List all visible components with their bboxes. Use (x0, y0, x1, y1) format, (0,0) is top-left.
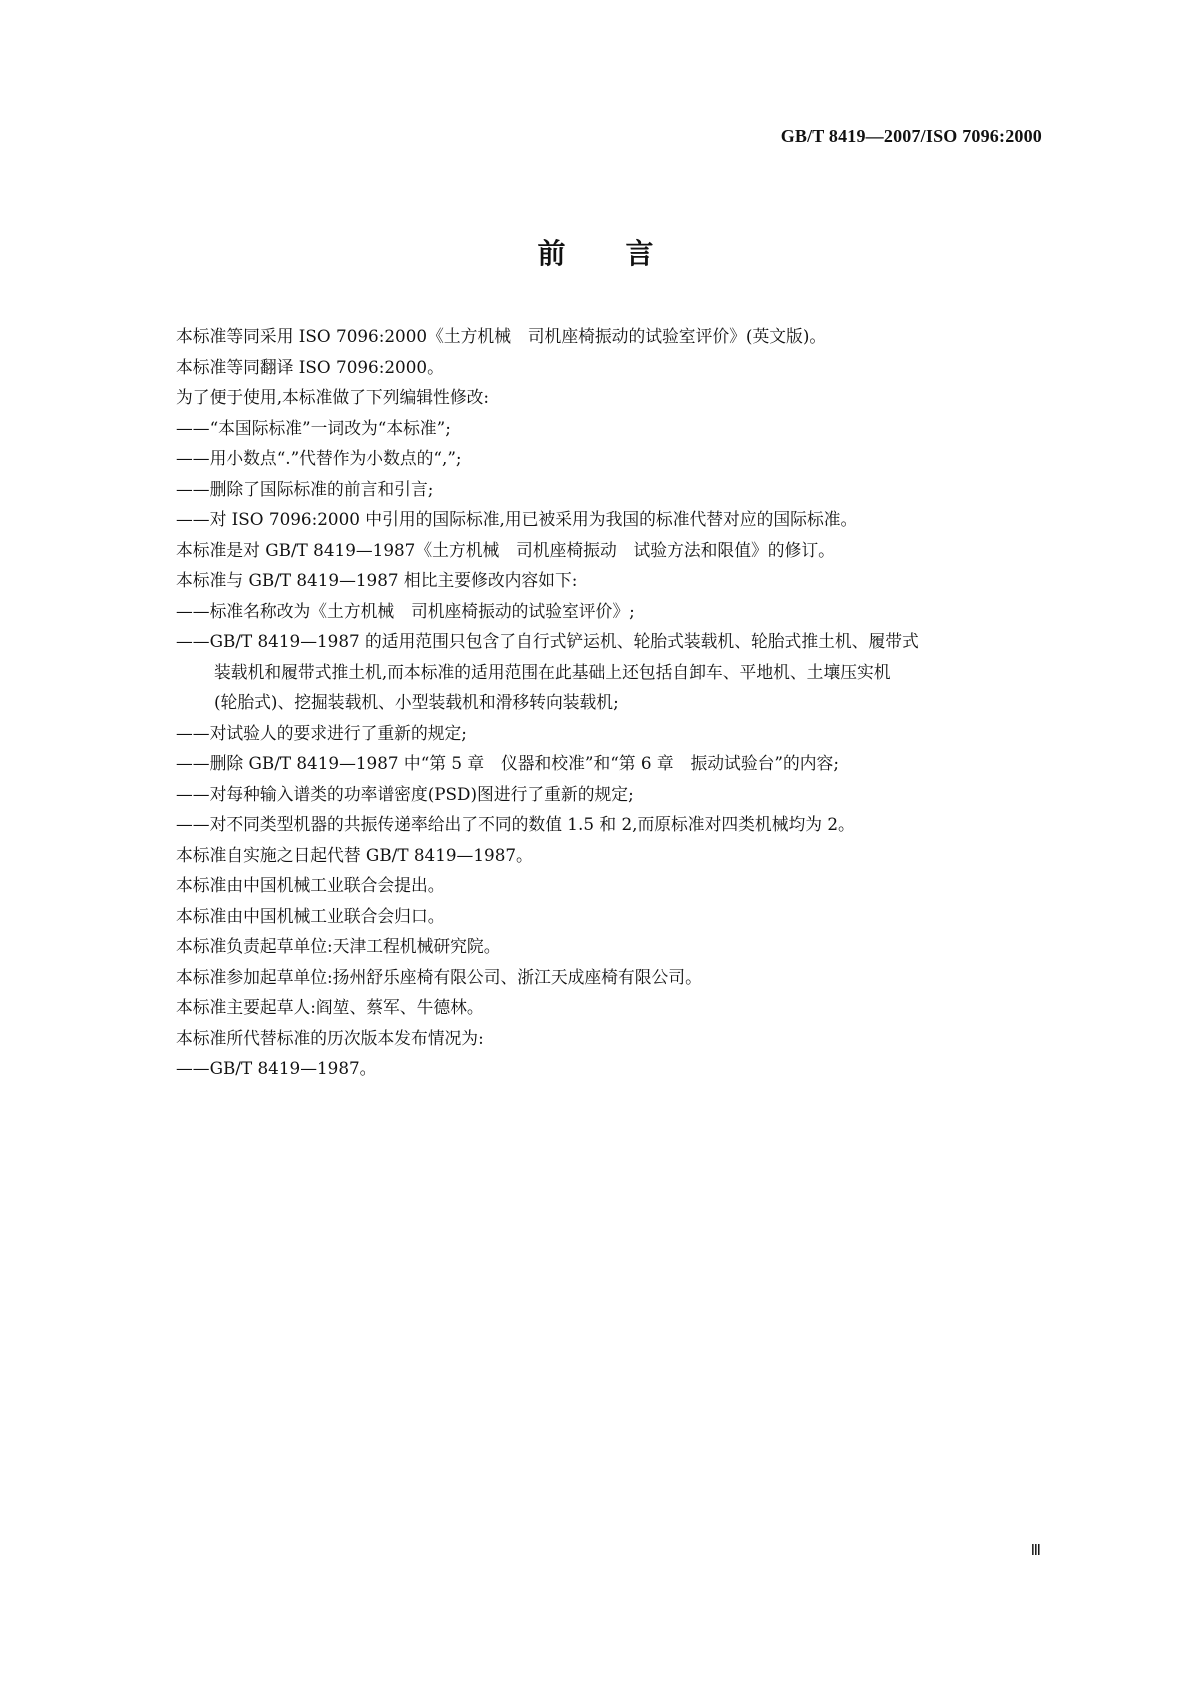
paragraph-line: 本标准由中国机械工业联合会归口。 (176, 905, 445, 926)
page-title: 前言 (537, 237, 714, 270)
list-item: ——对试验人的要求进行了重新的规定; (176, 722, 467, 743)
list-item: ——对不同类型机器的共振传递率给出了不同的数值 1.5 和 2,而原标准对四类机械均为 2。 (176, 814, 855, 834)
paragraph-line: 本标准负责起草单位:天津工程机械研究院。 (176, 936, 501, 956)
list-item: ——“本国际标准”一词改为“本标准”; (176, 417, 451, 438)
paragraph-line: 本标准主要起草人:阎堃、蔡军、牛德林。 (176, 997, 484, 1017)
foreword-body (176, 321, 1072, 1084)
list-item: ——删除 GB/T 8419—1987 中“第 5 章 仪器和校准”和“第 6 章 振动试验台”的内容; (176, 753, 839, 773)
list-item: ——对每种输入谱类的功率谱密度(PSD)图进行了重新的规定; (176, 783, 634, 804)
paragraph-line: 本标准参加起草单位:扬州舒乐座椅有限公司、浙江天成座椅有限公司。 (176, 966, 702, 987)
paragraph-line: 本标准是对 GB/T 8419—1987《土方机械 司机座椅振动 试验方法和限值》的修订。 (176, 539, 835, 560)
paragraph-line: 本标准所代替标准的历次版本发布情况为: (176, 1027, 484, 1048)
list-item: ——对 ISO 7096:2000 中引用的国际标准,用已被采用为我国的标准代替对应的国际标准。 (176, 509, 858, 529)
list-item-continuation: 装载机和履带式推土机,而本标准的适用范围在此基础上还包括自卸车、平地机、土壤压实机 (214, 661, 891, 682)
list-item: ——标准名称改为《土方机械 司机座椅振动的试验室评价》; (176, 600, 635, 621)
paragraph-line: 本标准由中国机械工业联合会提出。 (176, 875, 445, 895)
page-number: Ⅲ (1030, 1543, 1041, 1559)
list-item: ——GB/T 8419—1987 的适用范围只包含了自行式铲运机、轮胎式装载机、轮胎式推土机、履带式 (176, 631, 919, 651)
paragraph-line: 为了便于使用,本标准做了下列编辑性修改: (176, 387, 490, 407)
paragraph-line: 本标准与 GB/T 8419—1987 相比主要修改内容如下: (176, 570, 578, 590)
paragraph-line: 本标准等同采用 ISO 7096:2000《土方机械 司机座椅振动的试验室评价》(英文版)。 (176, 326, 827, 346)
standard-number-header: GB/T 8419—2007/ISO 7096:2000 (780, 126, 1042, 146)
list-item: ——用小数点“.”代替作为小数点的“,”; (176, 448, 462, 468)
list-item: ——GB/T 8419—1987。 (176, 1058, 377, 1078)
paragraph-line: 本标准自实施之日起代替 GB/T 8419—1987。 (176, 844, 533, 865)
list-item-continuation: (轮胎式)、挖掘装载机、小型装载机和滑移转向装载机; (214, 692, 619, 712)
list-item: ——删除了国际标准的前言和引言; (176, 478, 434, 499)
paragraph-line: 本标准等同翻译 ISO 7096:2000。 (176, 356, 444, 377)
